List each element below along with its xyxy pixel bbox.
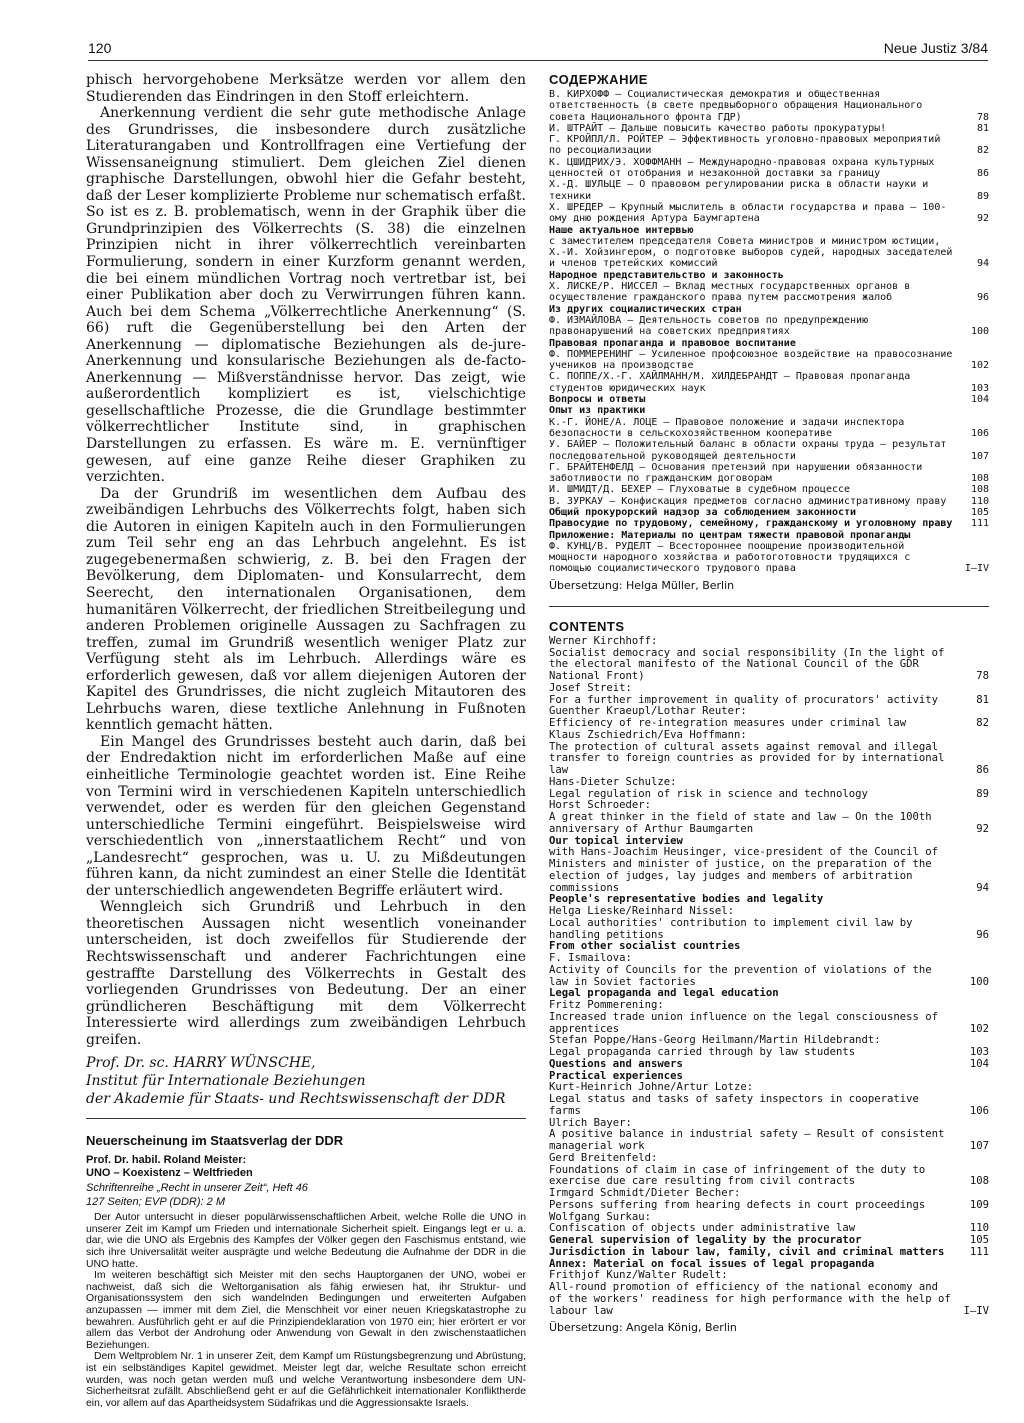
toc-entry-text: В. КИРХОФФ — Социалистическая демократия и общественная ответственность (в свете предвыборного обращения Национального совета Национального фронта ГДР) [549,89,923,123]
toc-entry [549,225,989,236]
toc-entry-text: Правосудие по трудовому, семейному, гражданскому и уголовному праву [549,518,953,530]
toc-entry-text: Helga Lieske/Reinhard Nissel: Local authorities' contribution to implement civil law by handling petitions [549,905,913,941]
toc-entry [549,371,989,394]
toc-entry-text: Hans-Dieter Schulze: Legal regulation of risk in science and technology [549,775,868,800]
contents-en-title: CONTENTS [549,618,625,634]
toc-entry-page: 105 [969,1234,989,1247]
translator-ru: Übersetzung: Helga Müller, Berlin [549,578,735,592]
toc-entry-text: Ф. ИЗМАЙЛОВА — Деятельность советов по предупреждению правонарушений на советских предприятиях [549,314,869,338]
toc-entry-page: 104 [970,394,989,406]
toc-entry-page: 102 [970,360,989,372]
toc-entry-text: From other socialist countries [549,940,741,953]
toc-entry-page: 82 [976,145,989,157]
toc-entry-text: Werner Kirchhoff: Socialist democracy and social responsibility (In the light of the electoral manifesto of the National Council of the GDR National Front) [549,634,945,683]
toc-entry-text: Klaus Zschiedrich/Eva Hoffmann: The protection of cultural assets against removal and illegal transfer to foreign countries as provided for by international law [549,728,945,777]
toc-entry [549,1212,989,1236]
toc-entry-text: General supervision of legality by the procurator [549,1234,862,1247]
review-paragraph: phisch hervorgehobene Merksätze werden vor allem den Studierenden das Eindringen in den Stoff erleichtern. [86,72,526,105]
toc-entry [549,706,989,730]
toc-entry-text: Practical experiences [549,1069,683,1082]
toc-entry-text: Horst Schroeder: A great thinker in the field of state and law — On the 100th anniversary of Arthur Baumgarten [549,799,932,835]
toc-entry-page: I–IV [963,1304,989,1317]
toc-entry-page: 78 [976,111,989,123]
toc-entry [549,800,989,835]
toc-entry-page: 81 [976,122,989,134]
toc-entry [549,1247,989,1259]
toc-entry-text: Wolfgang Surkau: Confiscation of objects under administrative law [549,1210,856,1235]
toc-entry-text: Frithjof Kunz/Walter Rudelt: All-round promotion of efficiency of the national economy and of the workers' readiness for high performance with the help of labour law [549,1269,951,1317]
book-details: 127 Seiten; EVP (DDR): 2 M [86,1196,225,1209]
abstract-paragraph: Im weiteren beschäftigt sich Meister mit den sechs Hauptorganen der UNO, wobei er nachweist, daß sich die Weltorganisation als fähig erwiesen hat, ihr Struktur- und Organisationssystem den sich wandelnden Bedingungen und erweiterten Aufgaben anzupassen — immer mit dem Ziel, die Menschheit vor einer neuen Kriegskatastrophe zu bewahren. Ausführlich geht er auf die Prinzipiendeklaration von 1970 ein; hier erörtert er vor allem das Verbot der Androhung oder Anwendung von Gewalt in den zwischenstaatlichen Beziehungen. [86,1270,526,1351]
toc-entry-page: 96 [976,292,989,304]
toc-entry [549,1035,989,1059]
toc-entry [549,1235,989,1247]
book-title: UNO – Koexistenz – Weltfrieden [86,1167,253,1180]
toc-entry [549,405,989,416]
review-text [86,72,526,1048]
toc-entry [549,1153,989,1188]
toc-entry-text: Из других социалистических стран [549,303,742,315]
announcement-title: Neuerscheinung im Staatsverlag der DDR [86,1133,344,1149]
toc-entry [549,1118,989,1153]
toc-entry [549,496,989,507]
toc-entry [549,1188,989,1212]
toc-entry [549,906,989,941]
toc-entry-text: Jurisdiction in labour law, family, civil and criminal matters [549,1245,945,1258]
toc-entry-text: Kurt-Heinrich Johne/Artur Lotze: Legal status and tasks of safety inspectors in cooperative farms [549,1081,919,1117]
toc-entry [549,777,989,801]
toc-entry-page: 110 [969,1222,989,1235]
toc-entry-text: с заместителем председателя Совета министров и министром юстиции, Х.-И. Хойзингером, о подготовке выборов судей, народных заседателей и членов третейских комиссий [549,235,953,270]
toc-entry [549,484,989,495]
toc-entry-text: К.-Г. ЙОНЕ/А. ЛОЦЕ — Правовое положение и задачи инспектора безопасности в сельскохозяйственном кооперативе [549,416,905,439]
toc-entry [549,507,989,518]
toc-entry [549,1082,989,1117]
toc-entry-page: 109 [969,1198,989,1211]
author-name: Prof. Dr. sc. HARRY WÜNSCHE, [86,1055,316,1072]
author-academy: der Akademie für Staats- und Rechtswissenschaft der DDR [86,1091,506,1108]
review-author [86,1054,526,1108]
toc-entry [549,281,989,304]
toc-entry [549,1270,989,1317]
toc-entry-page: 104 [969,1057,989,1070]
abstract-paragraph: Dem Weltproblem Nr. 1 in unserer Zeit, dem Kampf um Rüstungsbegrenzung und Abrüstung, ist ein selbständiges Kapitel gewidmet. Meister legt dar, welche Resultate schon erreicht wurden, was noch getan werden muß und welche Verantwortung insbesondere dem UN-Sicherheitsrat zufällt. Abschließend geht er auf die Gefährlichkeit internationaler Konfliktherde ein, vor allem auf das Apartheidsystem Südafrikas und die Aggressionsakte Israels. [86,1351,526,1409]
book-author: Prof. Dr. habil. Roland Meister: [86,1154,247,1167]
toc-entry [549,636,989,683]
toc-entry-text: Приложение: Материалы по центрам тяжести правовой пропаганды [549,529,911,541]
toc-entry-text: И. ШМИДТ/Д. БЕХЕР — Глуховатые в судебном процессе [549,484,851,496]
toc-entry-page: 86 [976,764,989,777]
toc-entry [549,730,989,777]
divider [549,606,989,607]
toc-entry [549,953,989,988]
toc-entry [549,304,989,315]
toc-entry-text: Fritz Pommerening: Increased trade union influence on the legal consciousness of apprentices [549,999,939,1035]
toc-entry-text: В. ЗУРКАУ — Конфискация предметов согласно административному праву [549,495,947,507]
toc-entry-text: Questions and answers [549,1057,683,1070]
page-header [88,40,988,61]
toc-entry-text: Правовая пропаганда и правовое воспитание [549,337,796,349]
toc-entry-page: 111 [970,518,989,530]
toc-entry-page: 86 [976,168,989,180]
review-paragraph: Ein Mangel des Grundrisses besteht auch darin, daß bei der Endredaktion nicht im erforderlichen Maße auf eine einheitliche Terminologie geachtet worden ist. Eine Reihe von Termini wird in verschiedenen Kapiteln unterschiedlich verwendet, oder es werden für den gleichen Gegenstand unterschiedliche Termini eingeführt. Beispielsweise wird verschiedentlich von „innerstaatlichem Recht“ und von „Landesrecht“ gesprochen, was u. U. zu Mißdeutungen führen kann, da nicht zumindest an einer Stelle die Identität der unterschiedlich angewendeten Begriffe erläutert wird. [86,733,526,899]
toc-entry [549,123,989,134]
toc-entry-page: 103 [969,1046,989,1059]
toc-entry [549,349,989,372]
toc-entry [549,179,989,202]
toc-entry-text: Irmgard Schmidt/Dieter Becher: Persons suffering from hearing defects in court proceedings [549,1187,926,1211]
toc-entry-page: 100 [969,975,989,988]
toc-entry [549,157,989,180]
contents-ru-title: СОДЕРЖАНИЕ [549,72,648,87]
toc-entry-page: 100 [970,326,989,338]
toc-entry [549,541,989,575]
toc-entry-page: 105 [970,506,989,518]
toc-entry-page: 89 [976,787,989,800]
book-abstract [86,1212,526,1409]
toc-entry-text: Г. БРАЙТЕНФЕЛД — Основания претензий при нарушении обязанности заботливости по гражданским договорам [549,461,923,485]
toc-entry [549,315,989,338]
toc-entry-page: 81 [976,693,989,706]
toc-entry-text: F. Ismailova: Activity of Councils for the prevention of violations of the law in Soviet factories [549,952,932,988]
toc-entry-text: Ф. КУНЦ/В. РУДЕЛТ — Всестороннее поощрение производительной мощности народного хозяйства и работоготовности трудящихся с помощью социалистического трудового права [549,540,911,575]
toc-entry-page: 108 [969,1175,989,1188]
toc-entry-text: Annex: Material on focal issues of legal propaganda [549,1257,875,1270]
toc-entry-text: С. ПОППЕ/Х.-Г. ХАЙЛМАНН/М. ХИЛДЕБРАНДТ — Правовая пропаганда студентов юридических наук [549,371,911,394]
review-paragraph: Da der Grundriß im wesentlichen dem Aufbau des zweibändigen Lehrbuchs des Völkerrechts folgt, haben sich die Autoren in einigen Kapiteln auch in den Formulierungen zum Teil sehr eng an das Lehrbuch angelehnt. Es ist zugegebenermaßen schwierig, z. B. bei den Fragen der Bevölkerung, dem Diplomaten- und Konsularrecht, dem Seerecht, den internationalen Organisationen, dem humanitären Völkerrecht, der friedlichen Streitbeilegung und anderen Problemen originelle Aussagen zu Sachfragen zu treffen, zumal im Grundriß wesentlich weniger Platz zur Verfügung steht als im Lehrbuch. Allerdings wäre es erforderlich gewesen, daß vor allem diejenigen Autoren der Kapitel des Grundrisses, die nicht zugleich Mitautoren des Lehrbuchs waren, diese textliche Anlehnung in Fußnoten kenntlich gemacht hätten. [86,485,526,734]
toc-entry-page: 107 [970,450,989,462]
toc-entry-text: Gerd Breitenfeld: Foundations of claim in case of infringement of the duty to exercise due care resulting from civil contracts [549,1151,926,1188]
toc-entry-page: 82 [976,717,989,730]
translator-en: Übersetzung: Angela König, Berlin [549,1321,737,1335]
toc-entry-page: 106 [970,427,989,439]
book-series: Schriftenreihe „Recht in unserer Zeit“, Heft 46 [86,1182,308,1195]
toc-entry-page: 89 [976,190,989,202]
toc-entry-page: 107 [969,1140,989,1153]
toc-entry-page: 108 [970,473,989,485]
journal-title: Neue Justiz 3/84 [883,40,988,56]
toc-entry-text: Г. КРОЙПЛ/Л. РОЙТЕР — Эффективность уголовно-правовых мероприятий по ресоциализации [549,134,941,157]
toc-entry [549,439,989,462]
toc-entry [549,89,989,123]
toc-entry-text: Вопросы и ответы [549,394,646,406]
toc-entry [549,847,989,894]
toc-entry-page: 92 [976,213,989,225]
toc-entry-text: Х.-Д. ШУЛЬЦЕ — О правовом регулировании риска в области науки и техники [549,179,929,202]
toc-entry [549,417,989,440]
toc-entry-text: Ф. ПОММЕРЕНИНГ — Усиленное профсоюзное воздействие на правосознание учеников на производстве [549,348,953,372]
toc-entry-text: Legal propaganda and legal education [549,987,779,1000]
toc-entry-page: 110 [970,495,989,507]
toc-entry-text: Stefan Poppe/Hans-Georg Heilmann/Martin Hildebrandt: Legal propaganda carried through by law students [549,1034,881,1059]
toc-entry-page: 78 [976,670,989,683]
toc-entry-page: 103 [970,382,989,394]
toc-entry-page: 108 [970,484,989,496]
toc-entry-text: К. ЦШИДРИХ/Э. ХОФФМАНН — Международно-правовая охрана культурных ценностей от отобрания и незаконной доставки за границу [549,156,935,180]
toc-entry-text: Х. ШРЕДЕР — Крупный мыслитель в области государства и права — 100-ому дню рождения Артура Баумгартена [549,201,947,225]
toc-entry-page: 102 [969,1022,989,1035]
review-paragraph: Wenngleich sich Grundriß und Lehrbuch in den theoretischen Aussagen nicht wesentlich voneinander unterscheiden, ist doch zweifellos für Studierende der Rechtswissenschaft und anderer Fachrichtungen eine gestraffte Darstellung des Völkerrechts in Gestalt des vorliegenden Grundrisses von Bedeutung. Der an einer gründlicheren Beschäftigung mit dem Völkerrecht Interessierte wird allerdings zum zweibändigen Lehrbuch greifen. [86,899,526,1048]
toc-entry-page: I–IV [964,563,989,575]
toc-entry-page: 94 [976,258,989,270]
review-paragraph: Anerkennung verdient die sehr gute methodische Anlage des Grundrisses, die insbesondere durch zusätzliche Literaturangaben und Kontrollfragen eine Vertiefung der Wissensaneignung stimuliert. Dem gleichen Ziel dienen graphische Darstellungen, obwohl hier die Gefahr besteht, daß der Leser komplizierte Probleme nur schematisch erfaßt. So ist es z. B. problematisch, wenn in der Graphik über die Grundprinzipien des Völkerrechts (S. 38) die einzelnen Prinzipien nicht in ihrer völkerrechtlich vereinbarten Formulierung, sondern in einer Kurzform genannt werden, die bei einem mündlichen Vortrag noch vertretbar ist, bei einer Publikation aber doch zu Verwirrungen führen kann. Auch bei dem Schema „Völkerrechtliche Anerkennung“ (S. 66) ruft die Gegenüberstellung bei den Arten der Anerkennung — diplomatische Beziehungen als de-jure-Anerkennung und konsularische Beziehungen als de-facto-Anerkennung — Mißverständnisse hervor. Das zeigt, wie außerordentlich kompliziert es ist, vielschichtige gesellschaftliche Prozesse, die die Grundlage bestimmter völkerrechtlicher Institute sind, in graphischen Darstellungen zu erfassen. Es wäre m. E. vernünftiger gewesen, auf eine ganze Reihe dieser Graphiken zu verzichten. [86,105,526,486]
toc-entry [549,338,989,349]
contents-ru-list [549,89,989,575]
toc-entry [549,202,989,225]
toc-entry-text: with Hans-Joachim Heusinger, vice-president of the Council of Ministers and minister of justice, on the preparation of the election of judges, lay judges and members of arbitration commissions [549,846,939,894]
toc-entry [549,394,989,405]
toc-entry-page: 106 [969,1104,989,1117]
toc-entry-text: Опыт из практики [549,405,646,417]
toc-entry-text: Guenther Kraeupl/Lothar Reuter: Efficiency of re-integration measures under criminal law [549,705,907,730]
left-column [86,72,526,1409]
right-column [549,72,989,1334]
toc-entry [549,270,989,281]
toc-entry [549,518,989,529]
toc-entry-text: Х. ЛИСКЕ/Р. НИССЕЛ — Вклад местных государственных органов в осуществление гражданского права путем рассмотрения жалоб [549,281,911,304]
toc-entry [549,530,989,541]
toc-entry-text: Our topical interview [549,834,683,847]
toc-entry [549,462,989,485]
toc-entry [549,134,989,157]
toc-entry [549,683,989,707]
toc-entry-text: Народное представительство и законность [549,269,784,281]
toc-entry-page: 92 [976,822,989,835]
toc-entry [549,1000,989,1035]
toc-entry-page: 111 [969,1245,989,1258]
toc-entry-page: 96 [976,928,989,941]
author-institute: Institut für Internationale Beziehungen [86,1073,366,1090]
toc-entry-text: People's representative bodies and legality [549,893,824,906]
toc-entry-text: Ulrich Bayer: A positive balance in industrial safety — Result of consistent managerial work [549,1116,945,1153]
page-number: 120 [88,40,112,56]
toc-entry-text: У. БАЙЕР — Положительный баланс в области охраны труда — результат последовательной руководящей деятельности [549,439,947,462]
toc-entry-text: И. ШТРАЙТ — Дальше повысить качество работы прокуратуры! [549,122,887,134]
toc-entry-text: Josef Streit: For a further improvement in quality of procurators' activity [549,681,939,706]
toc-entry-text: Общий прокурорский надзор за соблюдением законности [549,506,857,518]
contents-en-list [549,636,989,1318]
abstract-paragraph: Der Autor untersucht in dieser populärwissenschaftlichen Arbeit, welche Rolle die UNO in unserer Zeit im Kampf um Frieden und internationale Sicherheit spielt. Eingangs legt er u. a. dar, wie die UNO als Ergebnis des Kampfes der Völker gegen den Faschismus entstand, wie sich ihre Universalität weiter ausprägte und welche Bedeutung die Aufnahme der DDR in die UNO hatte. [86,1212,526,1270]
publisher-announcement [86,1118,526,1409]
toc-entry [549,1059,989,1071]
toc-entry [549,236,989,270]
toc-entry-page: 94 [976,881,989,894]
toc-entry-text: Наше актуальное интервью [549,224,694,236]
